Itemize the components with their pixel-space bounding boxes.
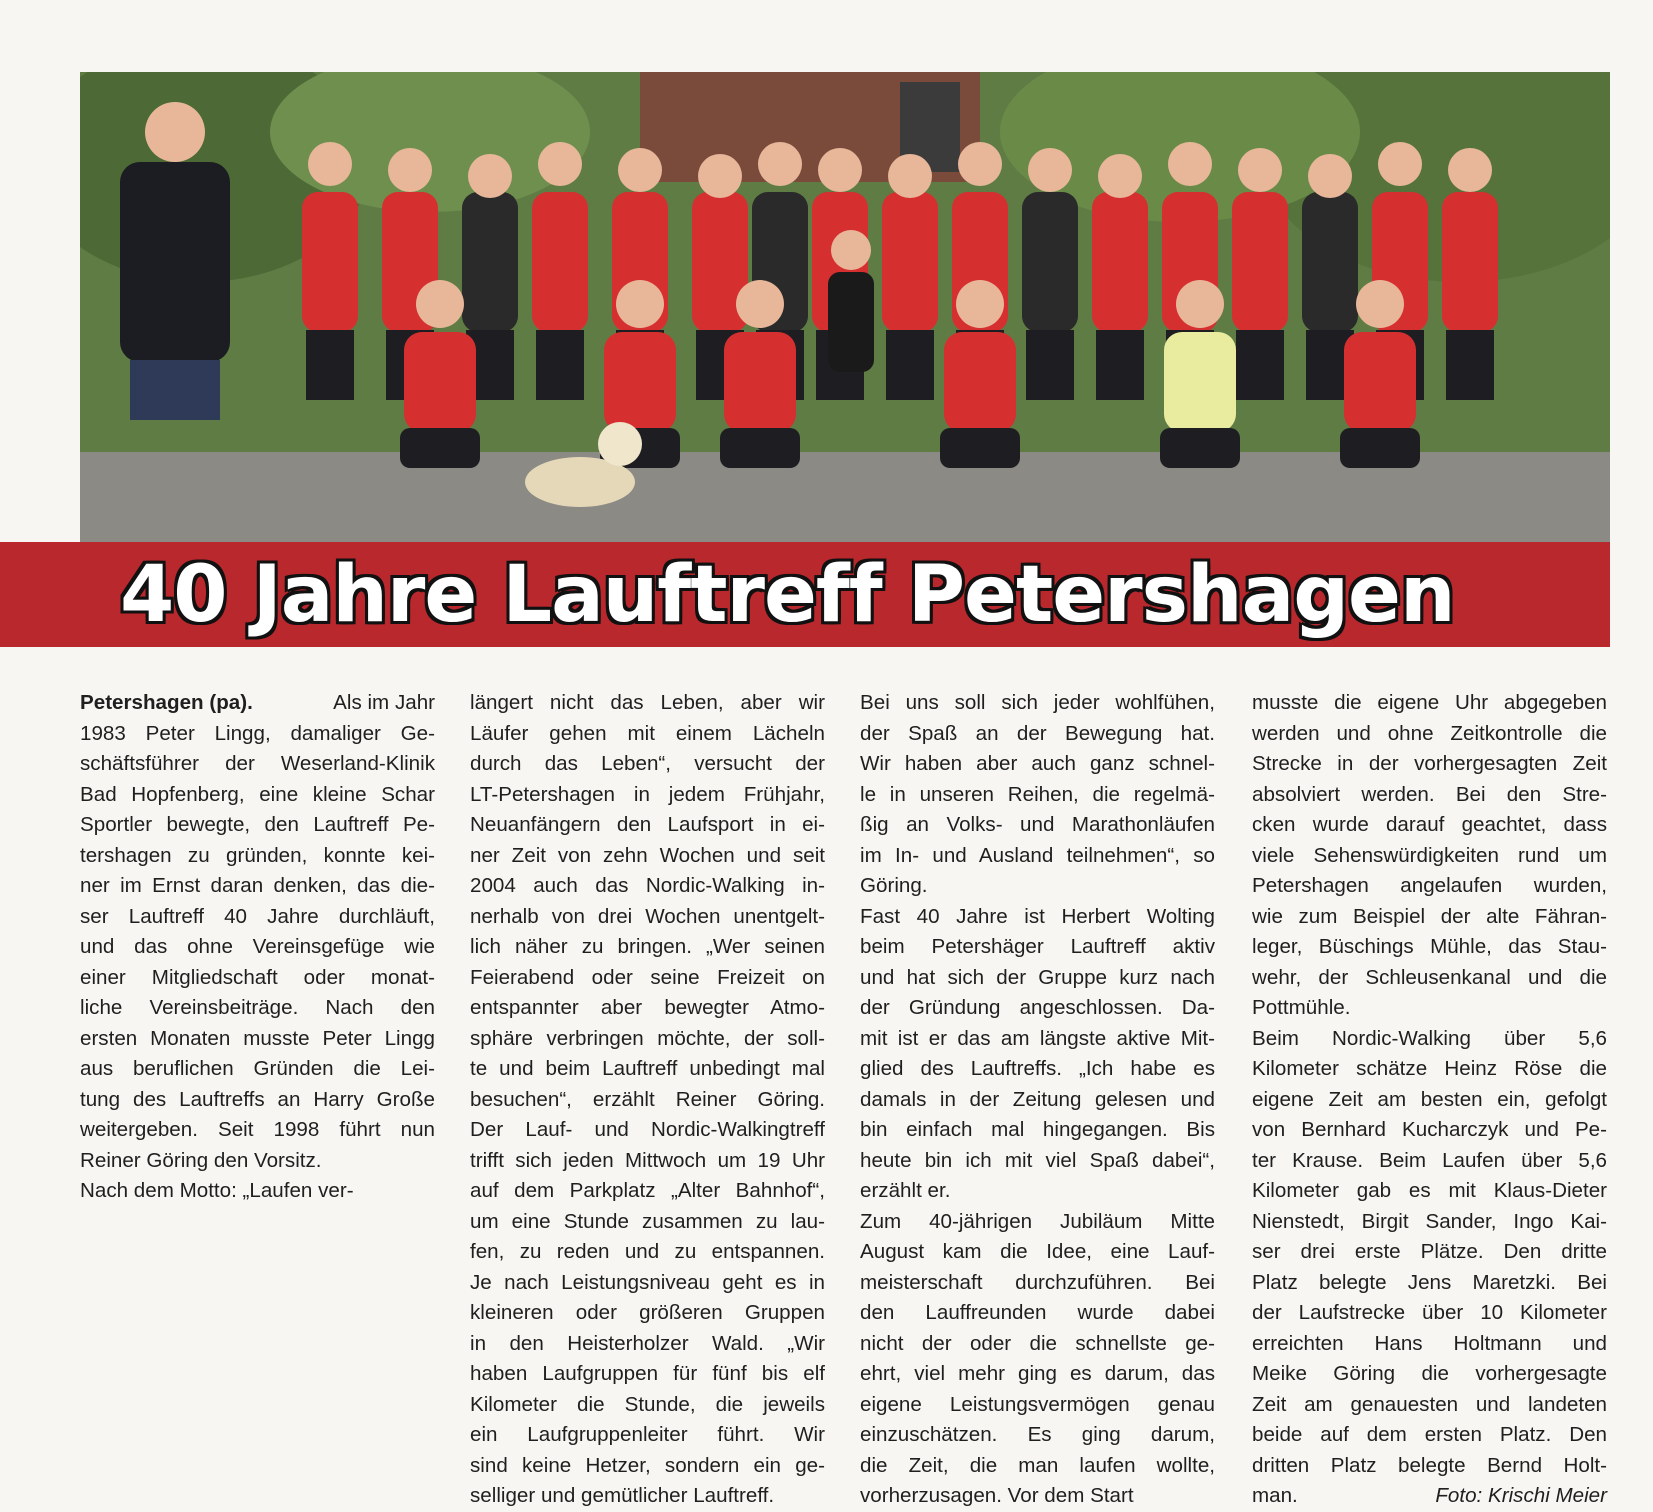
article-line: den Lauffreunden wurde dabei (860, 1301, 1215, 1324)
article-line: um eine Stunde zusammen zu lau- (470, 1209, 825, 1233)
man-shorts (130, 360, 220, 420)
article-line: Je nach Leistungsniveau geht es in (470, 1270, 825, 1294)
article-line: Sportler bewegte, den Lauftreff Pe- (80, 813, 435, 836)
crouching-runner-head (736, 280, 784, 328)
runner-shirt (1092, 192, 1148, 332)
crouching-runner-legs (720, 428, 800, 468)
article-line: Der Lauf- und Nordic-Walkingtreff (470, 1118, 825, 1141)
article-line: ner Zeit von zehn Wochen und seit (470, 843, 825, 867)
crouching-runner-shirt (1164, 332, 1236, 432)
article-line: Zum 40-jährigen Jubiläum Mitte (860, 1209, 1215, 1233)
article-line: Petershagen angelaufen wurden, (1252, 874, 1607, 897)
article-body (80, 688, 1610, 1507)
article-line: Meike Göring die vorhergesagte (1252, 1362, 1607, 1385)
article-line: im In- und Ausland teilnehmen“, so (860, 843, 1215, 867)
runner-shirt (532, 192, 588, 332)
crouching-runner-shirt (944, 332, 1016, 432)
article-line: ter Krause. Beim Laufen über 5,6 (1252, 1148, 1607, 1172)
article-line: Platz belegte Jens Maretzki. Bei (1252, 1270, 1607, 1294)
article-line: entspannter aber bewegter Atmo- (470, 996, 825, 1019)
article-line: heute bin ich mit viel Spaß dabei“, (860, 1148, 1215, 1172)
article-line: Strecke in der vorhergesagten Zeit (1252, 752, 1607, 775)
article-line: selliger und gemütlicher Lauftreff. (470, 1484, 775, 1507)
article-line: Kilometer gab es mit Klaus-Dieter (1252, 1179, 1607, 1202)
article-line: te und beim Lauftreff unbedingt mal (470, 1057, 825, 1080)
child-shirt (828, 272, 874, 372)
runner-head (1448, 148, 1492, 192)
article-line: ser Lauftreff 40 Jahre durchläuft, (80, 904, 435, 928)
article-line: aus beruflichen Gründen die Lei- (80, 1057, 435, 1080)
article-line: Wir haben aber auch ganz schnel- (860, 752, 1215, 775)
crouching-runner-shirt (404, 332, 476, 432)
article-line: le in unseren Reihen, die regelmä- (860, 782, 1215, 806)
runner-shorts (1446, 330, 1494, 400)
article-line: Nienstedt, Birgit Sander, Ingo Kai- (1252, 1209, 1607, 1233)
article-line: absolviert werden. Bei den Stre- (1252, 782, 1607, 806)
group-photo-illustration (80, 72, 1610, 542)
runner-shorts (886, 330, 934, 400)
runner-shirt (882, 192, 938, 332)
runner-head (308, 142, 352, 186)
article-line: lich näher zu bringen. „Wer seinen (470, 935, 825, 958)
article-line: Neuanfängern den Laufsport in ei- (470, 813, 825, 836)
article-line: nicht der oder die schnellste ge- (860, 1331, 1215, 1355)
article-line: ersten Monaten musste Peter Lingg (80, 1026, 435, 1050)
article-line: bin einfach mal hingegangen. Bis (860, 1118, 1215, 1141)
article-line: wie zum Beispiel der alte Fähran- (1252, 904, 1607, 928)
article-line: einzuschätzen. Es ging darum, (860, 1423, 1215, 1446)
crouching-runner-legs (940, 428, 1020, 468)
man-black-shirt (120, 162, 230, 362)
article-line: tung des Lauftreffs an Harry Große (80, 1087, 435, 1111)
runner-head (758, 142, 802, 186)
article-line: ßig an Volks- und Marathonläufen (860, 813, 1215, 836)
article-line: man. Foto: Krischi Meier (1252, 1481, 1607, 1512)
article-line: Pottmühle. (1252, 996, 1351, 1019)
article-line: besuchen“, erzählt Reiner Göring. (470, 1087, 825, 1111)
photo-credit: Foto: Krischi Meier (1435, 1484, 1607, 1507)
article-line: und hat sich der Gruppe kurz nach (860, 965, 1215, 989)
crouching-runner-head (416, 280, 464, 328)
crouching-runner-shirt (1344, 332, 1416, 432)
crouching-runner-head (616, 280, 664, 328)
article-line: einer Mitgliedschaft oder monat- (80, 965, 435, 989)
article-line: August kam die Idee, eine Lauf- (860, 1240, 1215, 1263)
group-photo (80, 72, 1610, 542)
crouching-runner-shirt (604, 332, 676, 432)
article-line: ser drei erste Plätze. Den dritte (1252, 1240, 1607, 1263)
article-line: weitergeben. Seit 1998 führt nun (80, 1118, 435, 1141)
article-line: cken wurde darauf geachtet, dass (1252, 813, 1607, 836)
article-line: Feierabend oder seine Freizeit on (470, 965, 825, 989)
article-line: Kilometer schätze Heinz Röse die (1252, 1057, 1607, 1080)
article-line: und das ohne Vereinsgefüge wie (80, 935, 435, 958)
article-line: ner im Ernst daran denken, das die- (80, 874, 435, 897)
runner-shirt (1302, 192, 1358, 332)
runner-head (1028, 148, 1072, 192)
runner-shirt (1232, 192, 1288, 332)
article-line-text: Als im Jahr (333, 691, 435, 714)
article-line: schäftsführer der Weserland-Klinik (80, 752, 435, 775)
article-line: längert nicht das Leben, aber wir (470, 691, 825, 714)
article-line: Kilometer die Stunde, die jeweils (470, 1392, 825, 1416)
article-line: 2004 auch das Nordic-Walking in- (470, 874, 825, 897)
runner-head (1238, 148, 1282, 192)
column-2-text (470, 688, 825, 1512)
runner-shorts (536, 330, 584, 400)
runner-shorts (1096, 330, 1144, 400)
crouching-runner-head (1176, 280, 1224, 328)
article-line: eigene Leistungsvermögen genau (860, 1392, 1215, 1416)
article-line: leger, Büschings Mühle, das Stau- (1252, 935, 1607, 958)
column-3-text (860, 688, 1215, 1512)
article-line: tershagen zu gründen, konnte kei- (80, 843, 435, 867)
article-line: wehr, der Schleusenkanal und die (1252, 965, 1607, 989)
article-line: Bei uns soll sich jeder wohlfühen, (860, 691, 1215, 714)
article-line: Läufer gehen mit einem Lächeln (470, 721, 825, 745)
column-1-text (80, 688, 435, 1207)
article-line: sind keine Hetzer, sondern ein ge- (470, 1453, 825, 1477)
runner-shirt (462, 192, 518, 332)
runner-shirt (302, 192, 358, 332)
runner-head (538, 142, 582, 186)
article-line: dritten Platz belegte Bernd Holt- (1252, 1453, 1607, 1477)
runner-shorts (306, 330, 354, 400)
article-line: sphäre verbringen möchte, der soll- (470, 1026, 825, 1050)
runner-shorts (1026, 330, 1074, 400)
article-line: fen, zu reden und zu entspannen. (470, 1240, 825, 1263)
runner-shorts (1236, 330, 1284, 400)
column-4-text (1252, 688, 1607, 1512)
article-line: Beim Nordic-Walking über 5,6 (1252, 1026, 1607, 1050)
runner-head (818, 148, 862, 192)
article-line: nerhalb von drei Wochen unentgelt- (470, 904, 825, 928)
article-line: Nach dem Motto: „Laufen ver- (80, 1179, 354, 1202)
article-line: Zeit am genauesten und landeten (1252, 1392, 1607, 1416)
article-line: werden und ohne Zeitkontrolle die (1252, 721, 1607, 745)
runner-head (1378, 142, 1422, 186)
crouching-runner-head (1356, 280, 1404, 328)
article-line: der Laufstrecke über 10 Kilometer (1252, 1301, 1607, 1324)
article-line: vorherzusagen. Vor dem Start (860, 1484, 1134, 1507)
article-column-4 (1252, 688, 1607, 1512)
article-line: glied des Lauftreffs. „Ich habe es (860, 1057, 1215, 1080)
article-line: ein Laufgruppenleiter führt. Wir (470, 1423, 825, 1446)
article-line: beim Petershäger Lauftreff aktiv (860, 935, 1215, 958)
article-line: musste die eigene Uhr abgegeben (1252, 691, 1607, 714)
child-head (831, 230, 871, 270)
article-line: Göring. (860, 874, 928, 897)
article-line: LT-Petershagen in jedem Frühjahr, (470, 782, 825, 806)
crouching-runner-legs (1340, 428, 1420, 468)
article-line: kleineren oder größeren Gruppen (470, 1301, 825, 1324)
article-line: auf dem Parkplatz „Alter Bahnhof“, (470, 1179, 825, 1202)
article-line: eigene Zeit am besten ein, gefolgt (1252, 1087, 1607, 1111)
runner-head (1098, 154, 1142, 198)
article-line: Bad Hopfenberg, eine kleine Schar (80, 782, 435, 806)
article-line: Fast 40 Jahre ist Herbert Wolting (860, 904, 1215, 928)
article-line: erreichten Hans Holtmann und (1252, 1331, 1607, 1355)
article-column-1 (80, 688, 435, 1207)
article-line: 1983 Peter Lingg, damaliger Ge- (80, 721, 435, 745)
runner-head (1308, 154, 1352, 198)
crouching-runner-shirt (724, 332, 796, 432)
runner-head (388, 148, 432, 192)
article-line: von Bernhard Kucharczyk und Pe- (1252, 1118, 1607, 1141)
dog-head (598, 422, 642, 466)
runner-shirt (1442, 192, 1498, 332)
runner-head (698, 154, 742, 198)
article-line: durch das Leben“, versucht der (470, 752, 825, 775)
runner-head (1168, 142, 1212, 186)
article-line: liche Vereinsbeiträge. Nach den (80, 996, 435, 1019)
article-line: der Gründung angeschlossen. Da- (860, 996, 1215, 1019)
article-line: beide auf dem ersten Platz. Den (1252, 1423, 1607, 1446)
article-line: erzählt er. (860, 1179, 951, 1202)
crouching-runner-head (956, 280, 1004, 328)
article-column-3 (860, 688, 1215, 1512)
article-line: Reiner Göring den Vorsitz. (80, 1148, 322, 1172)
article-line: damals in der Zeitung gelesen und (860, 1087, 1215, 1111)
man-head (145, 102, 205, 162)
article-line: haben Laufgruppen für fünf bis elf (470, 1362, 825, 1385)
article-line: ehrt, viel mehr ging es darum, das (860, 1362, 1215, 1385)
runner-head (888, 154, 932, 198)
article-line (80, 688, 435, 719)
article-line: viele Sehenswürdigkeiten rund um (1252, 843, 1607, 867)
runner-head (618, 148, 662, 192)
crouching-runner-legs (1160, 428, 1240, 468)
article-line: trifft sich jeden Mittwoch um 19 Uhr (470, 1148, 825, 1172)
headline: 40 Jahre Lauftreff Petershagen (120, 550, 1455, 640)
article-line: meisterschaft durchzuführen. Bei (860, 1270, 1215, 1294)
article-line: mit ist er das am längste aktive Mit- (860, 1026, 1215, 1050)
dateline: Petershagen (pa). (80, 691, 253, 714)
article-line: der Spaß an der Bewegung hat. (860, 721, 1215, 745)
article-column-2 (470, 688, 825, 1512)
runner-head (468, 154, 512, 198)
runner-head (958, 142, 1002, 186)
runner-shirt (1022, 192, 1078, 332)
article-line: die Zeit, die man laufen wollte, (860, 1453, 1215, 1477)
article-line: in den Heisterholzer Wald. „Wir (470, 1331, 825, 1355)
crouching-runner-legs (400, 428, 480, 468)
